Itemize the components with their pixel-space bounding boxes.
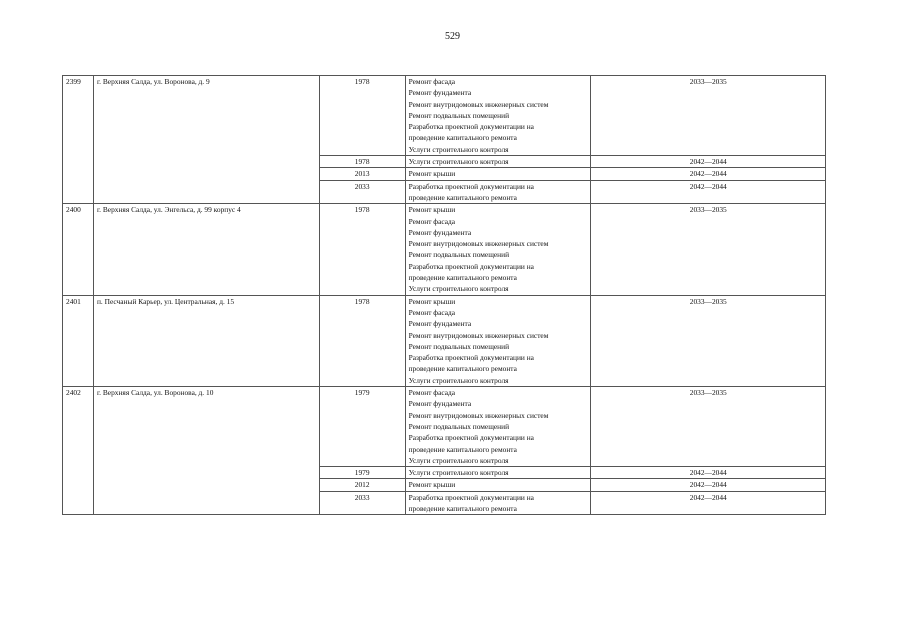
work-item: Ремонт фасада	[408, 77, 456, 86]
year-cell: 1979	[319, 467, 405, 479]
work-item: Ремонт крыши	[408, 296, 456, 306]
work-item: Ремонт фундамента	[408, 319, 472, 329]
work-item: Ремонт подвальных помещений	[408, 421, 510, 431]
work-item: проведение капитального ремонта	[408, 444, 517, 454]
work-item: Ремонт подвальных помещений	[408, 110, 510, 120]
repair-schedule-table	[62, 75, 826, 515]
work-item: Услуги строительного контроля	[408, 284, 509, 294]
year-cell: 2013	[319, 168, 405, 180]
work-item: Ремонт крыши	[408, 169, 456, 179]
year-cell: 2033	[319, 180, 405, 204]
work-item: Ремонт подвальных помещений	[408, 341, 510, 351]
table-row	[63, 204, 826, 295]
period-cell: 2042—2044	[591, 156, 826, 168]
work-item: Ремонт крыши	[408, 205, 456, 215]
works-cell	[405, 168, 591, 180]
works-cell	[405, 387, 591, 467]
works-cell	[405, 491, 591, 515]
work-item: Услуги строительного контроля	[408, 144, 509, 154]
work-item: Разработка проектной документации на	[408, 433, 534, 443]
period-cell: 2033—2035	[591, 387, 826, 467]
work-item: Разработка проектной документации на	[408, 122, 534, 132]
works-cell	[405, 204, 591, 295]
period-cell: 2033—2035	[591, 76, 826, 156]
work-item: Ремонт фасада	[408, 216, 456, 226]
entry-address: п. Песчаный Карьер, ул. Центральная, д. 15	[93, 295, 319, 386]
entry-number: 2400	[63, 204, 94, 295]
table-row	[63, 295, 826, 386]
period-cell: 2042—2044	[591, 467, 826, 479]
works-cell	[405, 467, 591, 479]
works-cell	[405, 156, 591, 168]
period-cell: 2042—2044	[591, 180, 826, 204]
table-row	[63, 387, 826, 467]
entry-number: 2402	[63, 387, 94, 515]
year-cell: 2033	[319, 491, 405, 515]
work-item: Услуги строительного контроля	[408, 375, 509, 385]
work-item: Услуги строительного контроля	[408, 455, 509, 465]
entry-address: г. Верхняя Салда, ул. Воронова, д. 9	[93, 76, 319, 204]
work-item: проведение капитального ремонта	[408, 364, 517, 374]
works-cell	[405, 76, 591, 156]
entry-number: 2401	[63, 295, 94, 386]
work-item: Ремонт внутридомовых инженерных систем	[408, 410, 549, 420]
work-item: Ремонт внутридомовых инженерных систем	[408, 330, 549, 340]
work-item: Услуги строительного контроля	[408, 468, 509, 478]
work-item: Ремонт фасада	[408, 388, 456, 398]
work-item: Услуги строительного контроля	[408, 157, 509, 167]
schedule-body	[63, 76, 826, 515]
year-cell: 1978	[319, 76, 405, 156]
work-item: Ремонт подвальных помещений	[408, 250, 510, 260]
period-cell: 2042—2044	[591, 491, 826, 515]
work-item: Ремонт фундамента	[408, 88, 472, 98]
entry-address: г. Верхняя Салда, ул. Воронова, д. 10	[93, 387, 319, 515]
period-cell: 2042—2044	[591, 479, 826, 491]
year-cell: 2012	[319, 479, 405, 491]
table-row	[63, 76, 826, 156]
period-cell: 2033—2035	[591, 204, 826, 295]
entry-number: 2399	[63, 76, 94, 204]
work-item: проведение капитального ремонта	[408, 503, 517, 513]
page-number: 529	[445, 31, 460, 42]
works-cell	[405, 479, 591, 491]
work-item: Ремонт фасада	[408, 307, 456, 317]
work-item: Ремонт внутридомовых инженерных систем	[408, 239, 549, 249]
works-cell	[405, 295, 591, 386]
period-cell: 2042—2044	[591, 168, 826, 180]
work-item: Разработка проектной документации на	[408, 353, 534, 363]
works-cell	[405, 180, 591, 204]
period-cell: 2033—2035	[591, 295, 826, 386]
work-item: проведение капитального ремонта	[408, 192, 517, 202]
work-item: Разработка проектной документации на	[408, 261, 534, 271]
work-item: Ремонт крыши	[408, 480, 456, 490]
work-item: проведение капитального ремонта	[408, 273, 517, 283]
work-item: проведение капитального ремонта	[408, 133, 517, 143]
year-cell: 1978	[319, 295, 405, 386]
work-item: Разработка проектной документации на	[408, 492, 534, 502]
work-item: Ремонт фундамента	[408, 399, 472, 409]
entry-address: г. Верхняя Салда, ул. Энгельса, д. 99 корпус 4	[93, 204, 319, 295]
work-item: Разработка проектной документации на	[408, 181, 534, 191]
work-item: Ремонт внутридомовых инженерных систем	[408, 99, 549, 109]
year-cell: 1979	[319, 387, 405, 467]
year-cell: 1978	[319, 204, 405, 295]
work-item: Ремонт фундамента	[408, 227, 472, 237]
year-cell: 1978	[319, 156, 405, 168]
